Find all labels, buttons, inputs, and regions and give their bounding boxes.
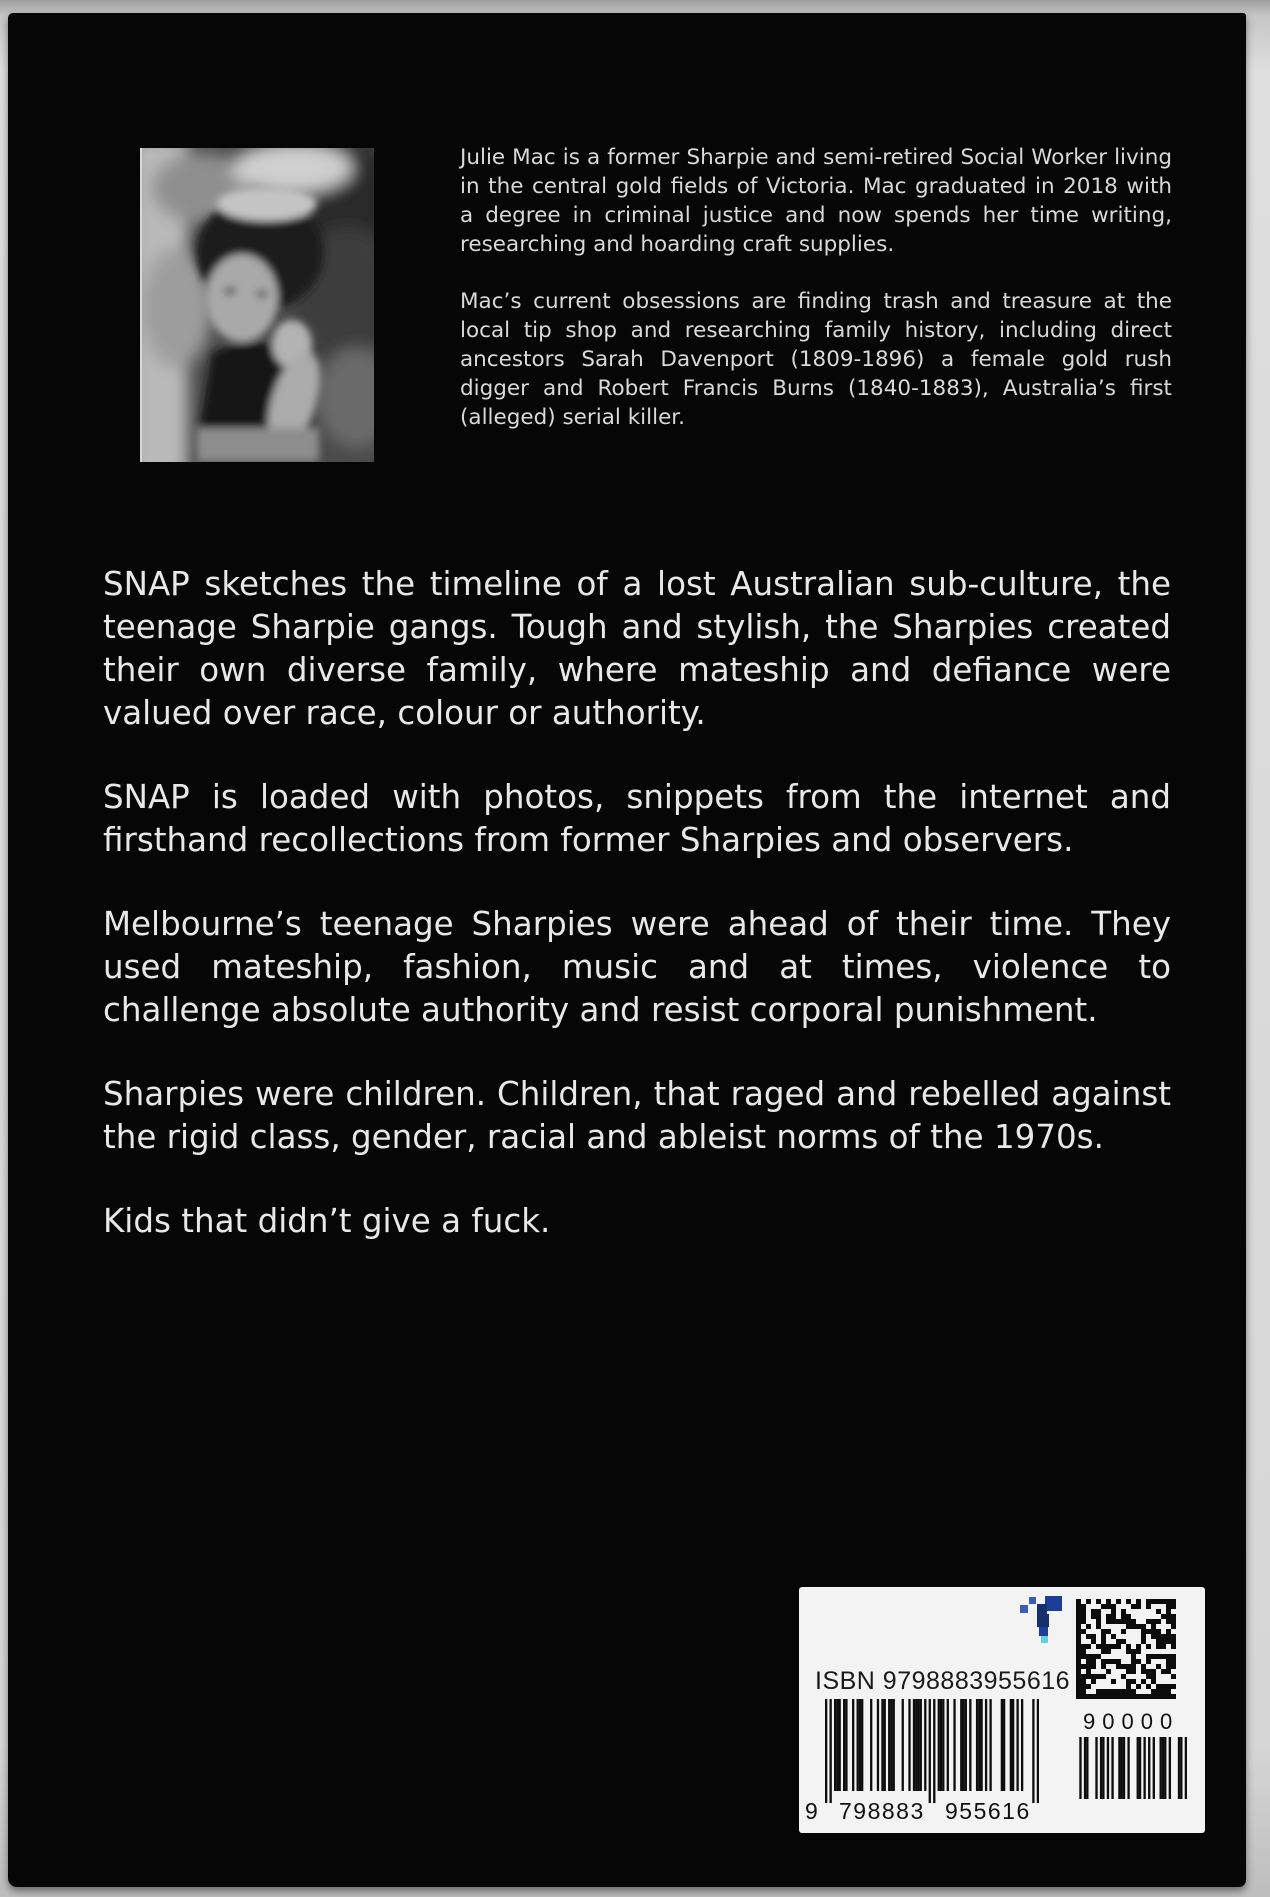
logo-pixel	[1041, 1636, 1048, 1643]
transparency-logo-icon	[1020, 1596, 1070, 1644]
author-photo	[140, 148, 374, 462]
book-back-cover	[8, 13, 1246, 1887]
isbn-barcode-label	[799, 1587, 1205, 1833]
author-bio	[460, 143, 1172, 460]
ean-digit-group-1: 9	[805, 1798, 818, 1824]
blurb-paragraph-1: SNAP sketches the timeline of a lost Australian sub-culture, the teenage Sharpie gangs. Tough and stylish, the Sharpies created their own diverse family, where mateship and defiance were valued over race, colour or authority.	[103, 565, 1171, 732]
logo-pixel	[1039, 1627, 1048, 1636]
logo-pixel	[1037, 1614, 1049, 1627]
blurb-paragraph-4: Sharpies were children. Children, that raged and rebelled against the rigid class, gender, racial and ableist norms of the 1970s.	[103, 1075, 1171, 1156]
ean-digit-group-3: 955616	[945, 1798, 1031, 1824]
ean-digit-group-2: 798883	[839, 1798, 925, 1824]
price-addon-barcode	[1077, 1737, 1187, 1799]
ean13-barcode	[825, 1699, 1039, 1803]
author-bio-paragraph-1: Julie Mac is a former Sharpie and semi-retired Social Worker living in the central gold fields of Victoria. Mac graduated in 2018 with a degree in criminal justice and now spends her time writing, researching and hoarding craft supplies.	[460, 145, 1172, 257]
logo-pixel	[1020, 1605, 1028, 1613]
back-cover-blurb	[103, 563, 1171, 1284]
logo-pixel	[1045, 1596, 1062, 1611]
isbn-number-text: ISBN 9798883955616	[815, 1667, 1071, 1695]
blurb-paragraph-5: Kids that didn’t give a fuck.	[103, 1202, 551, 1240]
blurb-paragraph-3: Melbourne’s teenage Sharpies were ahead of their time. They used mateship, fashion, music and at times, violence to challenge absolute authority and resist corporal punishment.	[103, 905, 1171, 1029]
logo-pixel	[1029, 1597, 1036, 1604]
author-photo-graphic	[142, 148, 374, 462]
logo-pixel	[1037, 1604, 1047, 1614]
author-bio-paragraph-2: Mac’s current obsessions are finding trash and treasure at the local tip shop and researching family history, including direct ancestors Sarah Davenport (1809-1896) a female gold rush digger and Robert Francis Burns (1840-1883), Australia’s first (alleged) serial killer.	[460, 289, 1172, 430]
datamatrix-code	[1076, 1599, 1176, 1699]
blurb-paragraph-2: SNAP is loaded with photos, snippets from the internet and firsthand recollections from former Sharpies and observers.	[103, 778, 1171, 859]
price-code-text: 90000	[1083, 1709, 1180, 1734]
